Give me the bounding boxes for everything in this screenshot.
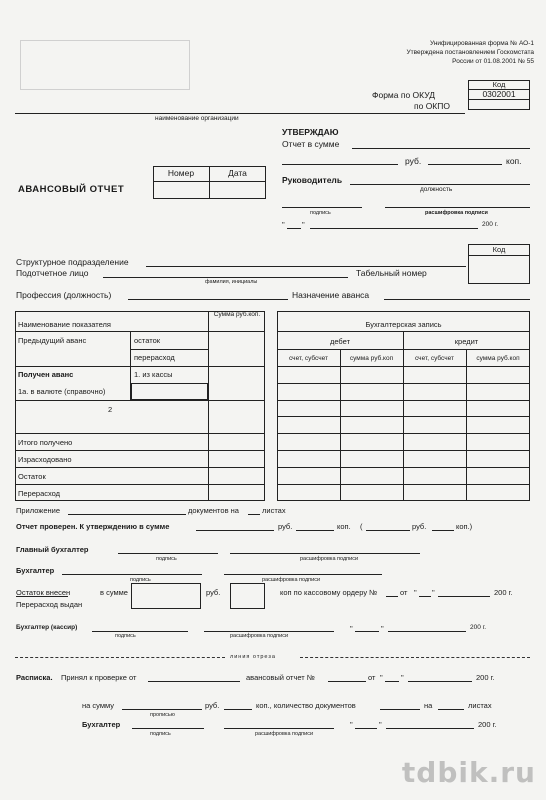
code-label: Код [492, 80, 506, 89]
debit-account: счет, субсчет [289, 355, 328, 362]
date-label: Дата [228, 168, 247, 178]
report-sum-label: Отчет в сумме [282, 139, 340, 149]
position-caption: должность [420, 186, 453, 193]
receipt-day-line[interactable] [385, 681, 399, 682]
number-label: Номер [167, 168, 195, 178]
debit-sum: сумма руб.коп [349, 355, 394, 362]
receipt-quote-close: " [401, 673, 404, 682]
overspend-label: перерасход [134, 353, 175, 362]
head-signature-line[interactable] [282, 207, 362, 208]
receipt-decode-line[interactable] [224, 728, 334, 729]
sum-kop-box[interactable] [230, 583, 265, 609]
approve-title: УТВЕРЖДАЮ [282, 127, 339, 137]
checked-sum-line[interactable] [196, 530, 274, 531]
receipt-sheets-line[interactable] [438, 709, 464, 710]
attachment-sheets-line[interactable] [248, 514, 260, 515]
overspend-out-label: Перерасход выдан [16, 600, 83, 609]
cashier-year: 200 г. [470, 624, 487, 631]
paren-kop-line[interactable] [432, 530, 454, 531]
receipt-label: Расписка. [16, 673, 53, 682]
attachment-label: Приложение [16, 506, 60, 515]
division-line[interactable] [146, 266, 466, 267]
debit-header: дебет [329, 337, 351, 346]
receipt-bottom-day-line[interactable] [355, 728, 377, 729]
cash-order-number-line[interactable] [386, 596, 398, 597]
currency-label: 1а. в валюте (справочно) [18, 387, 106, 396]
previous-advance: Предыдущий аванс [18, 336, 87, 345]
okud-code: 0302001 [482, 89, 516, 99]
receipt-bottom-year: 200 г. [478, 720, 497, 729]
receipt-kop: коп., количество документов [256, 701, 356, 710]
division-label: Структурное подразделение [16, 257, 129, 267]
receipt-on-sum: на сумму [82, 701, 114, 710]
credit-sum: сумма руб.коп [476, 355, 520, 362]
accountant-decode-caption: расшифровка подписи [262, 577, 321, 583]
receipt-sum-line[interactable] [122, 709, 202, 710]
chief-decode-line[interactable] [230, 553, 420, 554]
report-sum-line[interactable] [352, 148, 530, 149]
sheets-label: листах [262, 506, 286, 515]
date-quote-close: " [302, 220, 305, 229]
cashier-signature-caption: подпись [115, 633, 136, 639]
receipt-quote-open: " [380, 673, 383, 682]
cash-quote-close: " [432, 588, 435, 597]
paren-rub: руб. [412, 522, 427, 531]
purpose-line[interactable] [384, 299, 530, 300]
spent-label: Израсходовано [18, 455, 72, 464]
documents-on-label: документов на [188, 506, 239, 515]
cash-month-line[interactable] [438, 596, 490, 597]
report-title: АВАНСОВЫЙ ОТЧЕТ [18, 184, 125, 195]
approve-kop: коп. [506, 156, 522, 166]
purpose-label: Назначение аванса [292, 290, 370, 300]
name-caption: фамилия, инициалы [205, 279, 258, 285]
row-two: 2 [108, 405, 113, 414]
receipt-signature-line[interactable] [132, 728, 204, 729]
receipt-signature-caption: подпись [150, 731, 171, 737]
tab-number-label: Табельный номер [356, 268, 427, 278]
receipt-decode-caption: расшифровка подписи [255, 731, 314, 737]
head-label: Руководитель [282, 175, 343, 185]
balance-in-line[interactable] [16, 596, 68, 597]
receipt-number-line[interactable] [328, 681, 366, 682]
cashier-signature-line[interactable] [92, 631, 188, 632]
accountable-label: Подотчетное лицо [16, 268, 89, 278]
credit-header: кредит [454, 337, 479, 346]
cash-order-from: от [400, 588, 408, 597]
okpo-label: по ОКПО [414, 101, 450, 111]
russia-label: России от 01.08.2001 № 55 [452, 58, 534, 65]
checked-rub: руб. [278, 522, 293, 531]
receipt-from: от [368, 673, 376, 682]
receipt-bottom-quote-open: " [350, 720, 353, 729]
date-quote-open: " [282, 220, 285, 229]
in-sum-label: в сумме [100, 588, 128, 597]
approve-kop-line[interactable] [428, 164, 502, 165]
receipt-on: на [424, 701, 433, 710]
receipt-kop-line[interactable] [224, 709, 252, 710]
cashier-quote-close: " [381, 624, 384, 633]
receipt-accountant: Бухгалтер [82, 720, 121, 729]
paren-kop: коп.) [456, 522, 473, 531]
approve-month-line[interactable] [310, 228, 478, 229]
box-rub-label: руб. [206, 588, 221, 597]
checked-label: Отчет проверен. К утверждению в сумме [16, 522, 170, 531]
decode-caption: расшифровка подписи [425, 210, 488, 216]
head-position-line[interactable] [350, 184, 530, 185]
cashier-label: Бухгалтер (кассир) [16, 624, 78, 631]
chief-decode-caption: расшифровка подписи [300, 556, 359, 562]
receipt-advance-report: авансовый отчет № [246, 673, 315, 682]
receipt-month-line[interactable] [408, 681, 472, 682]
org-line[interactable] [15, 113, 465, 114]
cash-quote-open: " [414, 588, 417, 597]
chief-label: Главный бухгалтер [16, 545, 89, 554]
cashier-decode-line[interactable] [204, 631, 334, 632]
from-cash-label: 1. из кассы [134, 370, 173, 379]
receipt-from-line[interactable] [148, 681, 240, 682]
accountable-line[interactable] [103, 277, 348, 278]
sum-rub-box[interactable] [131, 583, 201, 609]
cashier-quote-open: " [350, 624, 353, 633]
profession-label: Профессия (должность) [16, 290, 112, 300]
sum-header: Сумма руб.коп. [213, 311, 261, 318]
accountant-signature-line[interactable] [62, 574, 202, 575]
attachment-count-line[interactable] [68, 514, 186, 515]
head-decode-line[interactable] [385, 207, 530, 208]
accountant-decode-line[interactable] [224, 574, 382, 575]
cash-year: 200 г. [494, 588, 513, 597]
chief-signature-caption: подпись [156, 556, 177, 562]
cut-line-right [300, 657, 530, 658]
watermark-logo: tdbik.ru [401, 756, 536, 789]
accountant-signature-caption: подпись [130, 577, 151, 583]
cashier-decode-caption: расшифровка подписи [230, 633, 289, 639]
cash-day-line[interactable] [419, 596, 431, 597]
approved-label: Утверждена постановлением Госкомстата [406, 49, 534, 56]
paren-sum-line[interactable] [366, 530, 410, 531]
accountant-label: Бухгалтер [16, 566, 55, 575]
cut-line-label: линия отреза [230, 654, 276, 660]
cut-line-left [15, 657, 225, 658]
profession-line[interactable] [128, 299, 288, 300]
receipt-bottom-month-line[interactable] [386, 728, 474, 729]
receipt-sheets: листах [468, 701, 492, 710]
receipt-rub: руб. [205, 701, 220, 710]
approve-year: 200 г. [482, 221, 499, 228]
form-okud-label: Форма по ОКУД [372, 90, 435, 100]
cashier-month-line[interactable] [388, 631, 466, 632]
received-label: Получен аванс [18, 370, 74, 379]
receipt-in-words: прописью [150, 712, 175, 718]
receipt-year: 200 г. [476, 673, 495, 682]
signature-caption: подпись [310, 210, 331, 216]
ghost-table [20, 40, 190, 90]
report-sum-line-2[interactable] [282, 164, 398, 165]
indicator-header: Наименование показателя [18, 320, 111, 329]
receipt-docs-line[interactable] [380, 709, 420, 710]
receipt-bottom-quote-close: " [379, 720, 382, 729]
paren-open: ( [360, 522, 363, 531]
receipt-accepted: Принял к проверке от [61, 673, 137, 682]
currency-cell[interactable] [131, 383, 208, 400]
cashier-day-line[interactable] [355, 631, 379, 632]
remainder-label: Остаток [18, 472, 46, 481]
chief-signature-line[interactable] [118, 553, 218, 554]
overspend-total: Перерасход [18, 489, 61, 498]
total-received: Итого получено [18, 438, 73, 447]
credit-account: счет, субсчет [415, 355, 454, 362]
person-code-label: Код [492, 245, 506, 254]
checked-kop: коп. [337, 522, 351, 531]
checked-kop-line[interactable] [296, 530, 334, 531]
unified-form-label: Унифицированная форма № АО-1 [429, 40, 534, 47]
balance-label: остаток [134, 336, 161, 345]
approve-day-line[interactable] [287, 228, 301, 229]
cash-order-label: коп по кассовому ордеру № [280, 588, 378, 597]
org-caption: наименование организации [155, 115, 239, 122]
balance-in-label: Остаток внесен [16, 588, 71, 597]
approve-rub: руб. [405, 156, 422, 166]
accounting-header: Бухгалтерская запись [365, 320, 442, 329]
